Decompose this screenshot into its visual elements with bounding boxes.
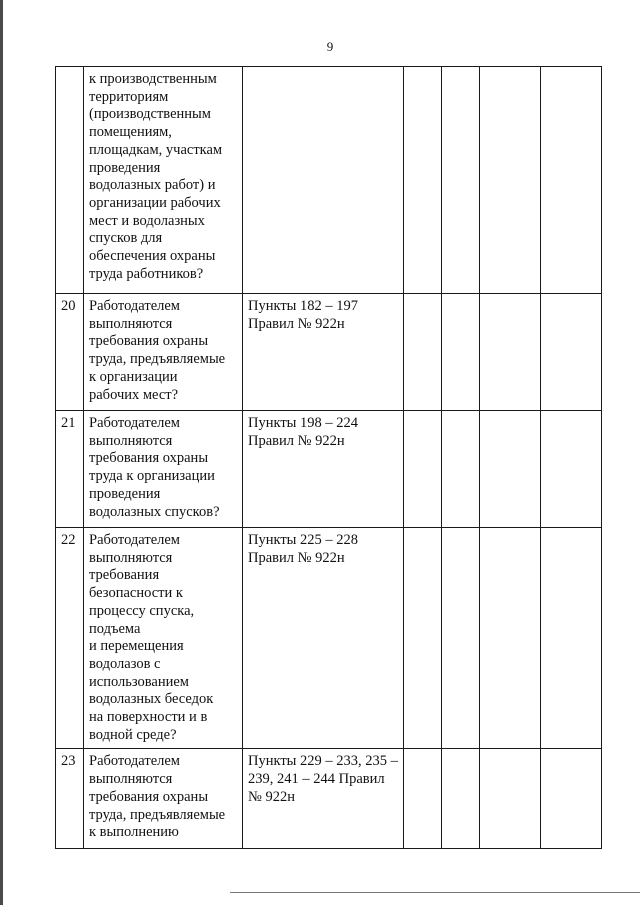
checklist-table [55, 66, 602, 849]
answer-no-cell[interactable] [442, 528, 480, 749]
notes-cell[interactable] [541, 528, 602, 749]
question-cell [84, 528, 243, 749]
question-cell [84, 67, 243, 294]
scan-edge [0, 0, 3, 905]
row-number [56, 67, 84, 294]
question-text: Работодателем выполняются требования охраны труда, предъявляемые к выполнению [89, 753, 226, 841]
question-text: к производственным территориям (производственным помещениям, площадкам, участкам проведения водолазных работ) и организации рабочих мест и водолазных спусков для обеспечения охраны труда работников? [89, 71, 223, 282]
requirements-cell: Пункты 198 – 224 Правил № 922н [243, 411, 404, 528]
row-number: 23 [56, 749, 84, 849]
answer-not-applicable-cell[interactable] [480, 528, 541, 749]
question-cell [84, 749, 243, 849]
table-row [56, 749, 602, 849]
notes-cell[interactable] [541, 411, 602, 528]
table-row [56, 67, 602, 294]
row-number: 21 [56, 411, 84, 528]
requirements-cell: Пункты 225 – 228 Правил № 922н [243, 528, 404, 749]
answer-not-applicable-cell[interactable] [480, 294, 541, 411]
question-cell [84, 411, 243, 528]
requirements-cell: Пункты 182 – 197 Правил № 922н [243, 294, 404, 411]
notes-cell[interactable] [541, 294, 602, 411]
answer-no-cell[interactable] [442, 294, 480, 411]
answer-yes-cell[interactable] [404, 294, 442, 411]
question-text: Работодателем выполняются требования безопасности к процессу спуска, подъема и перемещения водолазов с использованием водолазных беседок на поверхности и в водной среде? [89, 532, 214, 743]
question-text: Работодателем выполняются требования охраны труда к организации проведения водолазных спусков? [89, 415, 220, 520]
question-cell [84, 294, 243, 411]
question-text: Работодателем выполняются требования охраны труда, предъявляемые к организации рабочих мест? [89, 298, 226, 403]
answer-not-applicable-cell[interactable] [480, 411, 541, 528]
notes-cell[interactable] [541, 749, 602, 849]
answer-yes-cell[interactable] [404, 528, 442, 749]
row-number: 22 [56, 528, 84, 749]
table-row [56, 294, 602, 411]
answer-no-cell[interactable] [442, 67, 480, 294]
table-row [56, 411, 602, 528]
page-number: 9 [326, 39, 334, 54]
answer-no-cell[interactable] [442, 749, 480, 849]
answer-not-applicable-cell[interactable] [480, 749, 541, 849]
table-row [56, 528, 602, 749]
answer-no-cell[interactable] [442, 411, 480, 528]
row-number: 20 [56, 294, 84, 411]
answer-yes-cell[interactable] [404, 411, 442, 528]
answer-yes-cell[interactable] [404, 749, 442, 849]
requirements-cell: Пункты 229 – 233, 235 – 239, 241 – 244 Правил № 922н [243, 749, 404, 849]
answer-not-applicable-cell[interactable] [480, 67, 541, 294]
bottom-divider [230, 892, 640, 893]
answer-yes-cell[interactable] [404, 67, 442, 294]
notes-cell[interactable] [541, 67, 602, 294]
requirements-cell [243, 67, 404, 294]
